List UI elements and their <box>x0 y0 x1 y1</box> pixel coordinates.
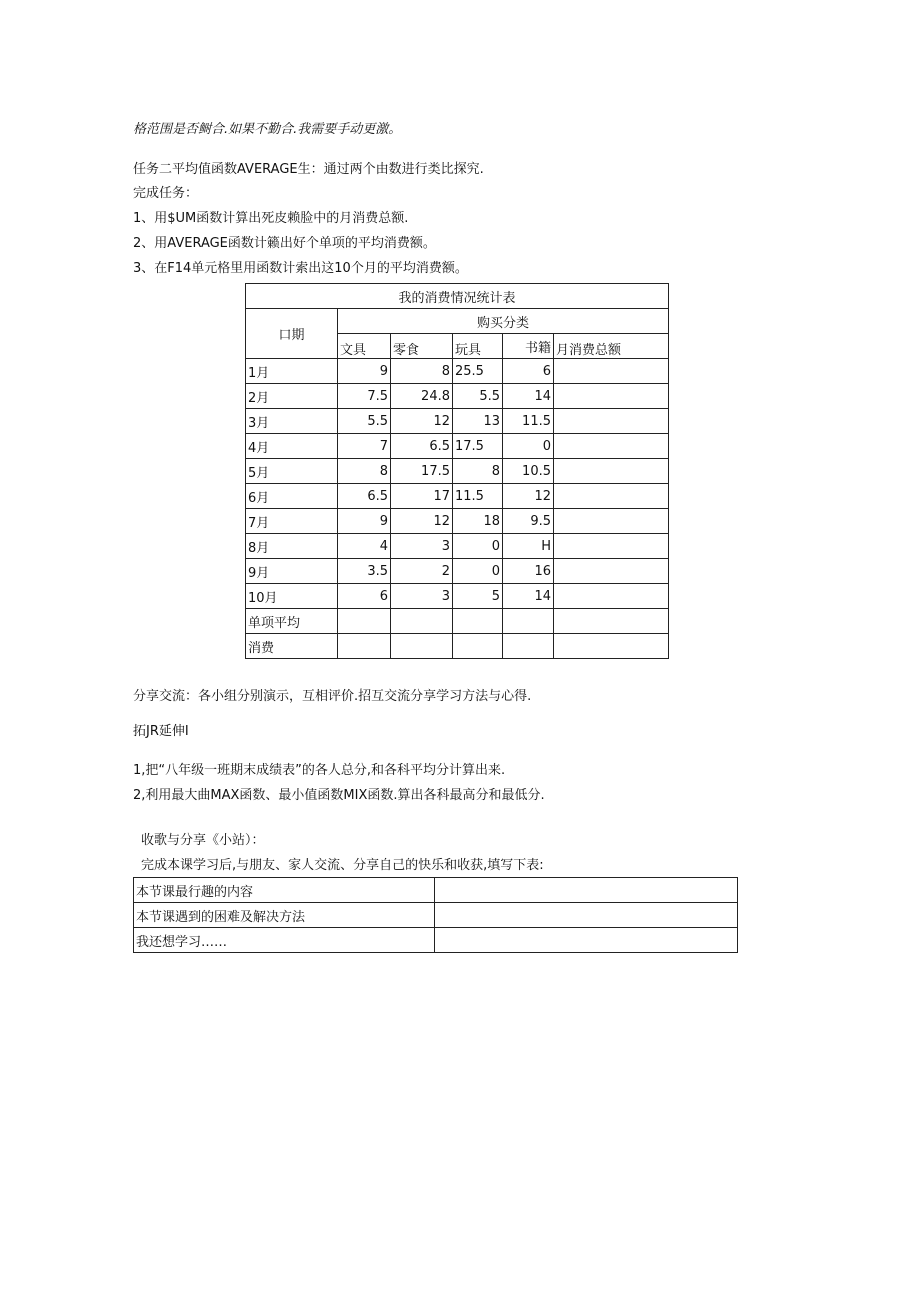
total-cell <box>554 409 669 434</box>
stationery-cell: 4 <box>338 534 391 559</box>
extend-item-2: 2,利用最大曲MAX函数、最小值函数MIX函数.算出各科最高分和最低分. <box>133 788 545 803</box>
date-header: 口期 <box>246 309 338 359</box>
stationery-cell: 3.5 <box>338 559 391 584</box>
average-cell <box>554 634 669 659</box>
stationery-cell: 9 <box>338 359 391 384</box>
books-cell: 14 <box>503 384 554 409</box>
harvest-title: 收歌与分享《小站）： <box>141 833 265 848</box>
average-row-2 <box>246 634 669 659</box>
snacks-cell: 12 <box>391 409 453 434</box>
average-cell <box>391 609 453 634</box>
toys-cell: 13 <box>453 409 503 434</box>
category-group-header: 购买分类 <box>338 309 669 334</box>
books-cell: 9.5 <box>503 509 554 534</box>
month-cell: 4月 <box>246 434 338 459</box>
col-header-books: 书籍 <box>503 334 554 359</box>
consumption-stats-table <box>245 283 669 659</box>
toys-cell: 5 <box>453 584 503 609</box>
month-cell: 9月 <box>246 559 338 584</box>
toys-cell: 0 <box>453 559 503 584</box>
average-cell <box>503 609 554 634</box>
step-2: 2、用AVERAGE函数计籁出好个单项的平均消费额。 <box>133 236 436 251</box>
average-cell <box>453 634 503 659</box>
stationery-cell: 5.5 <box>338 409 391 434</box>
snacks-cell: 8 <box>391 359 453 384</box>
toys-cell: 0 <box>453 534 503 559</box>
col-header-monthly-total: 月消费总额 <box>554 334 669 359</box>
reflection-table <box>133 877 738 953</box>
books-cell: 0 <box>503 434 554 459</box>
table-row <box>246 534 669 559</box>
stationery-cell: 9 <box>338 509 391 534</box>
month-cell: 6月 <box>246 484 338 509</box>
table-row <box>134 903 738 928</box>
books-cell: H <box>503 534 554 559</box>
month-cell: 2月 <box>246 384 338 409</box>
reflection-answer-cell[interactable] <box>435 928 738 953</box>
table-row <box>246 434 669 459</box>
step-3: 3、在F14单元格里用函数计索出这10个月的平均消费额。 <box>133 261 468 276</box>
snacks-cell: 17.5 <box>391 459 453 484</box>
table-row <box>246 484 669 509</box>
complete-task-label: 完成任务： <box>133 186 199 201</box>
stationery-cell: 7 <box>338 434 391 459</box>
total-cell <box>554 359 669 384</box>
table-title: 我的消费情况统计表 <box>246 284 669 309</box>
reflection-answer-cell[interactable] <box>435 878 738 903</box>
average-row <box>246 609 669 634</box>
total-cell <box>554 534 669 559</box>
toys-cell: 18 <box>453 509 503 534</box>
extend-item-1: 1,把“八年级一班期末成绩表”的各人总分,和各科平均分计算出来. <box>133 763 506 778</box>
share-text: 分享交流：各小组分别演示，互相评价.招互交流分享学习方法与心得. <box>133 689 532 704</box>
snacks-cell: 3 <box>391 534 453 559</box>
toys-cell: 11.5 <box>453 484 503 509</box>
snacks-cell: 17 <box>391 484 453 509</box>
col-header-snacks: 零食 <box>391 334 453 359</box>
average-cell <box>503 634 554 659</box>
stationery-cell: 6 <box>338 584 391 609</box>
average-cell <box>338 634 391 659</box>
snacks-cell: 2 <box>391 559 453 584</box>
total-cell <box>554 384 669 409</box>
table-row <box>246 459 669 484</box>
reflection-answer-cell[interactable] <box>435 903 738 928</box>
month-cell: 5月 <box>246 459 338 484</box>
total-cell <box>554 509 669 534</box>
average-label-2: 消费 <box>246 634 338 659</box>
month-cell: 7月 <box>246 509 338 534</box>
toys-cell: 8 <box>453 459 503 484</box>
average-cell <box>554 609 669 634</box>
reflection-label: 本节课最行趣的内容 <box>134 878 435 903</box>
intro-line-0: 格范围是否鲥合.如果不勤合.我需要手动更激。 <box>133 122 402 137</box>
stationery-cell: 7.5 <box>338 384 391 409</box>
total-cell <box>554 584 669 609</box>
harvest-instruction: 完成本课学习后,与朋友、家人交流、分享自己的快乐和收获,填写下表: <box>141 858 544 873</box>
reflection-label: 我还想学习…… <box>134 928 435 953</box>
month-cell: 10月 <box>246 584 338 609</box>
average-cell <box>338 609 391 634</box>
table-row <box>246 359 669 384</box>
toys-cell: 25.5 <box>453 359 503 384</box>
table-row <box>246 409 669 434</box>
table-row <box>246 559 669 584</box>
task2-title: 任务二平均值函数AVERAGE生：通过两个由数进行类比探究. <box>133 162 484 177</box>
average-label: 单项平均 <box>246 609 338 634</box>
snacks-cell: 6.5 <box>391 434 453 459</box>
total-cell <box>554 459 669 484</box>
snacks-cell: 3 <box>391 584 453 609</box>
stationery-cell: 6.5 <box>338 484 391 509</box>
month-cell: 1月 <box>246 359 338 384</box>
snacks-cell: 24.8 <box>391 384 453 409</box>
step-1: 1、用$UM函数计算出死皮赖脸中的月消费总额. <box>133 211 409 226</box>
books-cell: 10.5 <box>503 459 554 484</box>
month-cell: 8月 <box>246 534 338 559</box>
col-header-toys: 玩具 <box>453 334 503 359</box>
header-row-1 <box>246 309 669 334</box>
table-title-row <box>246 284 669 309</box>
stationery-cell: 8 <box>338 459 391 484</box>
toys-cell: 17.5 <box>453 434 503 459</box>
extend-title: 拓JR延伸I <box>133 724 189 739</box>
books-cell: 16 <box>503 559 554 584</box>
books-cell: 6 <box>503 359 554 384</box>
month-cell: 3月 <box>246 409 338 434</box>
table-row <box>246 584 669 609</box>
toys-cell: 5.5 <box>453 384 503 409</box>
table-row <box>246 509 669 534</box>
total-cell <box>554 559 669 584</box>
average-cell <box>391 634 453 659</box>
average-cell <box>453 609 503 634</box>
table-row <box>134 928 738 953</box>
col-header-stationery: 文具 <box>338 334 391 359</box>
total-cell <box>554 484 669 509</box>
table-row <box>134 878 738 903</box>
total-cell <box>554 434 669 459</box>
reflection-label: 本节课遇到的困难及解决方法 <box>134 903 435 928</box>
snacks-cell: 12 <box>391 509 453 534</box>
table-row <box>246 384 669 409</box>
books-cell: 12 <box>503 484 554 509</box>
books-cell: 11.5 <box>503 409 554 434</box>
books-cell: 14 <box>503 584 554 609</box>
